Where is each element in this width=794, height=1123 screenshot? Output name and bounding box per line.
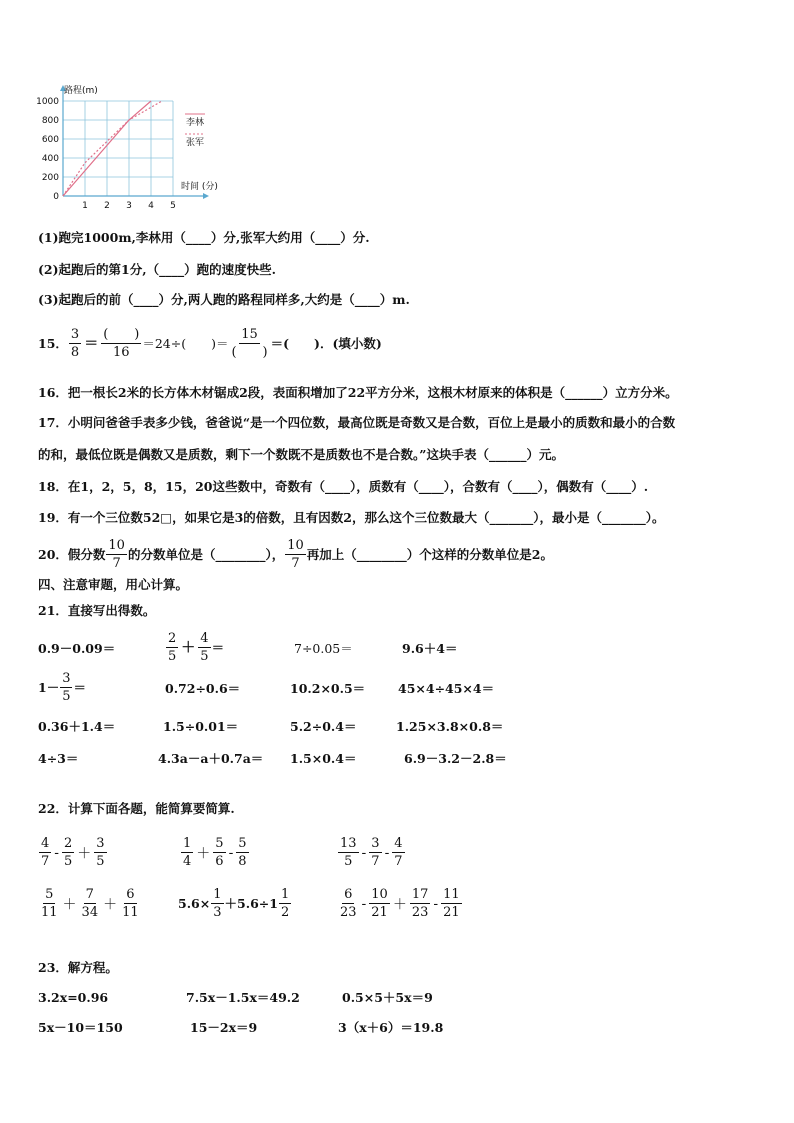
- q21-r3c4: 1.25×3.8×0.8＝: [396, 719, 504, 734]
- q17-line2: 的和，最低位既是偶数又是质数，剩下一个数既不是质数也不是合数。”这块手表（______）元。: [38, 447, 564, 462]
- q20-fraction-1: [106, 538, 127, 571]
- q15-fraction-1: [69, 327, 81, 360]
- legend-lilin: 李林: [186, 118, 205, 128]
- denominator: 23: [340, 905, 357, 920]
- den: 3: [213, 905, 222, 920]
- chart-xlabel: 时间 (分): [181, 182, 218, 192]
- q22-e5-f2: [279, 887, 291, 920]
- q20-f2-den: 7: [291, 556, 300, 571]
- eq: ＝: [211, 639, 225, 655]
- q21-r3c2: 1.5÷0.01＝: [163, 719, 239, 734]
- q21-r1c2: [165, 631, 224, 664]
- q15-f2-num: ( ): [103, 327, 140, 342]
- q21-r4c2: 4.3a－a＋0.7a＝: [158, 751, 264, 766]
- q20-a: 20．假分数: [38, 546, 106, 562]
- q23-eq-f: 3（x＋6）＝19.8: [338, 1020, 444, 1035]
- den: 5: [62, 689, 71, 704]
- denominator: 8: [238, 854, 247, 869]
- num: 1: [280, 887, 290, 902]
- x-tick-label: 3: [126, 201, 132, 210]
- operator: -: [433, 895, 439, 912]
- q15-f3-num: 15: [241, 327, 258, 342]
- chart-ylabel: 路程(m): [64, 86, 98, 96]
- q19: 19．有一个三位数52□，如果它是3的倍数，且有因数2，那么这个三位数最大（_______），最小是（_______）。: [38, 510, 665, 525]
- fraction: [181, 836, 193, 869]
- fraction: [369, 836, 381, 869]
- numerator: 6: [344, 887, 353, 902]
- q22-expr-5: [178, 887, 292, 920]
- eq: ＝: [73, 679, 86, 695]
- x-axis-arrow: [203, 193, 209, 199]
- operator: ＋: [103, 896, 118, 913]
- q15-eq: ＝: [84, 335, 99, 352]
- chart-legend: [185, 114, 205, 148]
- q15-fraction-3: [229, 327, 269, 360]
- chart-grid: [63, 101, 173, 196]
- q20: [38, 538, 553, 571]
- operator: -: [228, 844, 234, 861]
- q15-f1-num: 3: [70, 327, 80, 342]
- q23-eq-b: 7.5x－1.5x＝49.2: [186, 990, 300, 1005]
- denominator: 5: [344, 854, 353, 869]
- y-tick-label: 400: [41, 154, 59, 164]
- series-line: [63, 101, 162, 196]
- den: 2: [280, 905, 290, 920]
- q21-r2c4: 45×4÷45×4＝: [398, 681, 495, 696]
- q23-eq-d: 5x－10＝150: [38, 1020, 123, 1035]
- y-tick-label: 600: [41, 135, 59, 145]
- operator: ＋: [392, 896, 407, 913]
- fraction: [120, 887, 141, 920]
- q20-f1-den: 7: [112, 556, 121, 571]
- section-4-heading: 四、注意审题，用心计算。: [38, 577, 189, 592]
- denominator: 7: [371, 854, 380, 869]
- q22-title: 22．计算下面各题，能简算要简算.: [38, 801, 235, 816]
- q22-expr-6: [337, 887, 463, 920]
- y-tick-label: 0: [53, 192, 59, 202]
- q20-c: 再加上（________）个这样的分数单位是2。: [306, 546, 553, 562]
- operator: ＋: [62, 896, 77, 913]
- numerator: 4: [41, 836, 50, 851]
- q15: [38, 327, 382, 360]
- q20-fraction-2: [285, 538, 306, 571]
- numerator: 4: [394, 836, 403, 851]
- q23-title: 23．解方程。: [38, 960, 118, 975]
- denominator: 11: [41, 905, 58, 920]
- text: 1－: [38, 679, 60, 695]
- q16: 16．把一根长2米的长方体木材锯成2段，表面积增加了22平方分米，这根木材原来的体积是（______）立方分米。: [38, 385, 678, 400]
- q14-part1: (1)跑完1000m,李林用（____）分,张军大约用（____）分.: [38, 230, 370, 245]
- den: 5: [200, 649, 209, 664]
- operator: ＋: [77, 845, 92, 862]
- text-b: ＋5.6÷1: [224, 895, 278, 911]
- q21-r4c3: 1.5×0.4＝: [290, 751, 357, 766]
- q15-f1-den: 8: [70, 345, 80, 360]
- q21-title: 21．直接写出得数。: [38, 603, 156, 618]
- q23-eq-a: 3.2x=0.96: [38, 990, 109, 1005]
- numerator: 5: [238, 836, 247, 851]
- q22-e5-f1: [211, 887, 223, 920]
- q22-expr-1: [38, 836, 108, 869]
- numerator: 5: [45, 887, 54, 902]
- text-a: 5.6×: [178, 895, 211, 911]
- operator: -: [384, 844, 390, 861]
- numerator: 3: [96, 836, 105, 851]
- op: ＋: [181, 639, 196, 656]
- q21-r2c1-f: [60, 671, 72, 704]
- fraction: [338, 836, 359, 869]
- fraction: [39, 836, 51, 869]
- fraction: [392, 836, 404, 869]
- denominator: 4: [183, 854, 192, 869]
- denominator: 5: [64, 854, 73, 869]
- q23-eq-c: 0.5×5＋5x＝9: [342, 990, 433, 1005]
- q20-f2-num: 10: [287, 538, 304, 553]
- numerator: 17: [411, 887, 429, 902]
- q23-eq-e: 15－2x＝9: [190, 1020, 258, 1035]
- fraction: [338, 887, 359, 920]
- numerator: 11: [443, 887, 460, 902]
- denominator: 7: [394, 854, 403, 869]
- q20-f1-num: 10: [108, 538, 125, 553]
- chart-ticks: [36, 97, 176, 210]
- numerator: 2: [64, 836, 73, 851]
- q21-r1c1: 0.9－0.09＝: [38, 641, 116, 656]
- legend-zhangjun: 张军: [186, 138, 205, 148]
- fraction: [213, 836, 225, 869]
- denominator: 5: [96, 854, 105, 869]
- numerator: 5: [215, 836, 224, 851]
- q17-line1: 17．小明问爸爸手表多少钱，爸爸说“是一个四位数，最高位既是奇数又是合数，百位上是最小的质数和最小的合数: [38, 415, 676, 430]
- num: 3: [62, 671, 71, 686]
- fraction: [410, 887, 431, 920]
- q21-r3c3: 5.2÷0.4＝: [290, 719, 357, 734]
- denominator: 6: [215, 854, 224, 869]
- q21-r4c1: 4÷3＝: [38, 751, 79, 766]
- numerator: 3: [371, 836, 380, 851]
- num: 2: [168, 631, 177, 646]
- operator: -: [361, 895, 367, 912]
- operator: -: [361, 844, 367, 861]
- q15-fraction-2: [101, 327, 141, 360]
- q21-r2c2: 0.72÷0.6＝: [165, 681, 241, 696]
- numerator: 7: [85, 887, 94, 902]
- fraction: [236, 836, 248, 869]
- denominator: 7: [41, 854, 50, 869]
- q22-expr-2: [180, 836, 250, 869]
- q15-f3-den: ( ): [231, 345, 268, 360]
- numerator: 10: [371, 887, 388, 902]
- fraction: [39, 887, 60, 920]
- chart-lines: [63, 101, 162, 196]
- denominator: 11: [122, 905, 139, 920]
- q21-r1c2-f1: [166, 631, 178, 664]
- y-tick-label: 1000: [36, 97, 59, 107]
- q21-r3c1: 0.36＋1.4＝: [38, 719, 116, 734]
- denominator: 21: [371, 905, 388, 920]
- numerator: 6: [126, 887, 135, 902]
- fraction: [441, 887, 462, 920]
- q18: 18．在1，2，5，8，15，20这些数中，奇数有（____），质数有（____），合数有（____），偶数有（____）.: [38, 479, 649, 494]
- q15-tail: ＝( )．(填小数): [270, 335, 382, 351]
- den: 5: [168, 649, 177, 664]
- q21-r2c1: [38, 671, 86, 704]
- fraction: [80, 887, 101, 920]
- q15-number: 15．: [38, 335, 68, 351]
- q21-r1c3: 7÷0.05＝: [294, 641, 353, 656]
- denominator: 21: [443, 905, 460, 920]
- q21-r2c3: 10.2×0.5＝: [290, 681, 366, 696]
- y-tick-label: 200: [41, 173, 59, 183]
- fraction: [369, 887, 390, 920]
- x-tick-label: 5: [170, 201, 176, 210]
- q20-b: 的分数单位是（________），: [127, 546, 285, 562]
- q22-expr-3: [337, 836, 406, 869]
- q21-r4c4: 6.9－3.2－2.8＝: [404, 751, 507, 766]
- numerator: 1: [183, 836, 192, 851]
- num: 1: [213, 887, 222, 902]
- numerator: 13: [340, 836, 357, 851]
- x-tick-label: 1: [82, 201, 88, 210]
- q15-f2-den: 16: [112, 345, 130, 360]
- operator: -: [54, 844, 60, 861]
- x-tick-label: 4: [148, 201, 154, 210]
- fraction: [94, 836, 106, 869]
- q14-part2: (2)起跑后的第1分,（____）跑的速度快些.: [38, 262, 276, 277]
- fraction: [62, 836, 74, 869]
- q21-r1c4: 9.6＋4＝: [402, 641, 458, 656]
- denominator: 34: [81, 905, 99, 920]
- q22-expr-4: [38, 887, 142, 920]
- q14-part3: (3)起跑后的前（____）分,两人跑的路程同样多,大约是（____）m.: [38, 292, 410, 307]
- y-tick-label: 800: [41, 116, 59, 126]
- distance-time-chart: [30, 82, 230, 210]
- x-tick-label: 2: [104, 201, 110, 210]
- operator: ＋: [196, 845, 211, 862]
- num: 4: [200, 631, 209, 646]
- q15-mid: ＝24÷( )＝: [142, 335, 229, 351]
- q21-r1c2-f2: [198, 631, 210, 664]
- denominator: 23: [411, 905, 429, 920]
